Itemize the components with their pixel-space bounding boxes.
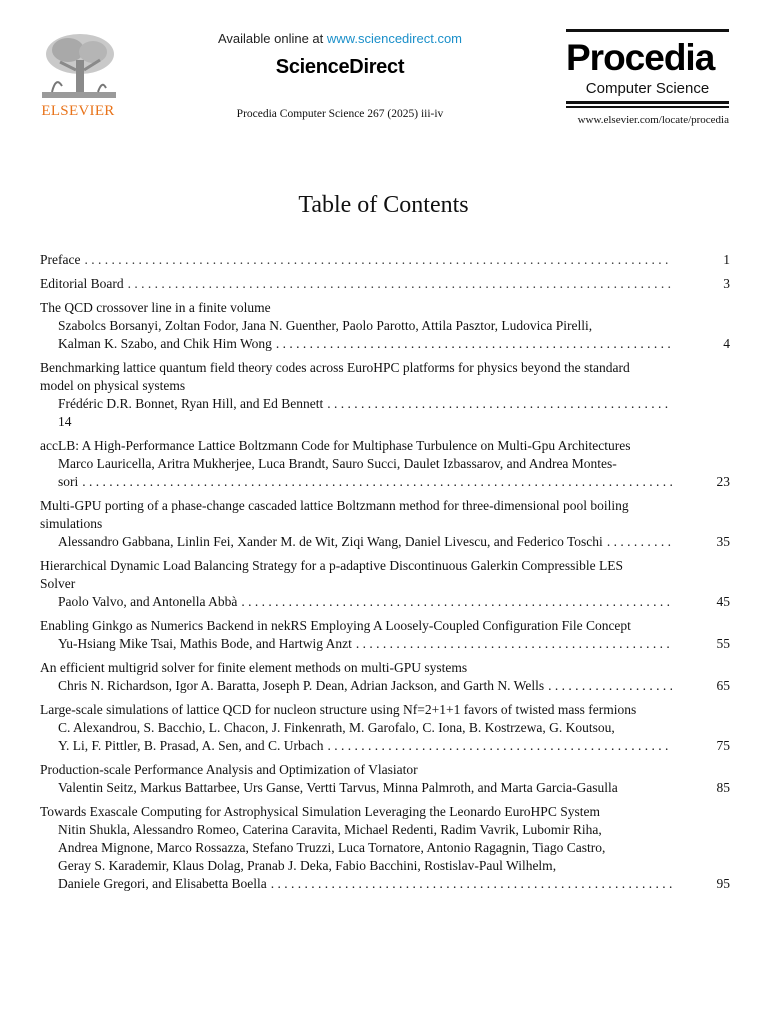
entry-authors (40, 821, 730, 893)
entry-authors (40, 779, 730, 797)
entry-page: 4 (723, 336, 730, 351)
author-line: Chris N. Richardson, Igor A. Baratta, Joseph P. Dean, Adrian Jackson, and Garth N. Wells (58, 678, 545, 693)
page-header (0, 0, 767, 150)
available-prefix: Available online at (217, 31, 324, 46)
entry-page: 55 (716, 636, 730, 651)
entry-title[interactable]: An efficient multigrid solver for finite element methods on multi-GPU systems (40, 660, 468, 675)
author-line: Nitin Shukla, Alessandro Romeo, Caterina Caravita, Michael Redenti, Radim Vavrik, Lubomir Riha, (58, 822, 602, 837)
toc-entry[interactable] (40, 497, 730, 551)
entry-authors (40, 677, 730, 695)
procedia-masthead (566, 29, 729, 126)
author-line: Valentin Seitz, Markus Battarbee, Urs Ganse, Vertti Tarvus, Minna Palmroth, and Marta Garcia-Gasulla (58, 780, 618, 795)
author-line: Szabolcs Borsanyi, Zoltan Fodor, Jana N. Guenther, Paolo Parotto, Attila Pasztor, Ludovica Pirelli, (58, 318, 593, 333)
toc-entry[interactable] (40, 299, 730, 353)
toc-heading: Table of Contents (298, 192, 469, 218)
entry-title[interactable]: Towards Exascale Computing for Astrophysical Simulation Leveraging the Leonardo EuroHPC System (40, 804, 600, 819)
entry-page: 3 (723, 276, 730, 291)
toc-entry[interactable] (40, 617, 730, 653)
toc-entry[interactable] (40, 557, 730, 611)
entry-title[interactable]: Production-scale Performance Analysis and Optimization of Vlasiator (40, 762, 418, 777)
bottom-rule (566, 101, 729, 104)
entry-page: 23 (716, 474, 730, 489)
sciencedirect-logo-text: ScienceDirect (275, 56, 405, 78)
entry-page: 35 (716, 534, 730, 549)
entry-authors (40, 635, 730, 653)
bottom-rule-thin (566, 106, 729, 108)
author-line: sori (58, 474, 79, 489)
entry-page: 85 (716, 780, 730, 795)
entry-page: 14 (58, 414, 72, 429)
author-line: Y. Li, F. Pittler, B. Prasad, A. Sen, and C. Urbach (58, 738, 324, 753)
author-line: Kalman K. Szabo, and Chik Him Wong (58, 336, 272, 351)
publisher-name: ELSEVIER (41, 103, 115, 119)
entry-authors (40, 593, 730, 611)
author-line: Frédéric D.R. Bonnet, Ryan Hill, and Ed Bennett (58, 396, 324, 411)
entry-authors (40, 395, 730, 431)
author-line: Geray S. Karademir, Klaus Dolag, Pranab J. Deka, Fabio Bacchini, Rostislav-Paul Wilhelm, (58, 858, 557, 873)
procedia-url[interactable]: www.elsevier.com/locate/procedia (577, 113, 729, 126)
entry-title[interactable]: Enabling Ginkgo as Numerics Backend in nekRS Employing A Loosely-Coupled Configuration File Concept (40, 618, 631, 633)
entry-authors (40, 533, 730, 551)
entry-title[interactable]: Large-scale simulations of lattice QCD for nucleon structure using Nf=2+1+1 favors of twisted mass fermions (40, 702, 637, 717)
entry-title[interactable]: Multi-GPU porting of a phase-change cascaded lattice Boltzmann method for three-dimensional pool boiling simulations (40, 498, 629, 531)
toc-entry[interactable] (40, 437, 730, 491)
author-line: Yu-Hsiang Mike Tsai, Mathis Bode, and Hartwig Anzt (58, 636, 352, 651)
journal-reference: Procedia Computer Science 267 (2025) iii-iv (236, 108, 444, 120)
top-rule (566, 29, 729, 32)
availability-line (170, 31, 510, 46)
entry-title[interactable]: Hierarchical Dynamic Load Balancing Strategy for a p-adaptive Discontinuous Galerkin Compressible LES Solver (40, 558, 623, 591)
toc-entry[interactable] (40, 251, 730, 269)
toc-entry[interactable] (40, 761, 730, 797)
entry-title[interactable]: Benchmarking lattice quantum field theory codes across EuroHPC platforms for physics beyond the standard model on physical systems (40, 360, 630, 393)
entry-page: 45 (716, 594, 730, 609)
author-line: C. Alexandrou, S. Bacchio, L. Chacon, J. Finkenrath, M. Garofalo, C. Iona, B. Kostrzewa, G. Koutsou, (58, 720, 615, 735)
table-of-contents (40, 251, 730, 899)
author-line: Marco Lauricella, Aritra Mukherjee, Luca Brandt, Sauro Succi, Daulet Izbassarov, and Andrea Montes- (58, 456, 617, 471)
entry-page: 65 (716, 678, 730, 693)
author-line: Paolo Valvo, and Antonella Abbà (58, 594, 238, 609)
entry-title[interactable]: Editorial Board (40, 276, 124, 291)
author-line: Alessandro Gabbana, Linlin Fei, Xander M. de Wit, Ziqi Wang, Daniel Livescu, and Federico Toschi (58, 534, 603, 549)
toc-entry[interactable] (40, 275, 730, 293)
entry-page: 1 (723, 252, 730, 267)
entry-title[interactable]: accLB: A High-Performance Lattice Boltzmann Code for Multiphase Turbulence on Multi-Gpu Architectures (40, 438, 631, 453)
entry-title[interactable]: The QCD crossover line in a finite volume (40, 300, 271, 315)
entry-title[interactable]: Preface (40, 252, 81, 267)
toc-entry[interactable] (40, 803, 730, 893)
entry-authors (40, 455, 730, 491)
entry-page: 95 (716, 876, 730, 891)
toc-entry[interactable] (40, 659, 730, 695)
entry-authors (40, 719, 730, 755)
entry-page: 75 (716, 738, 730, 753)
sciencedirect-link[interactable]: www.sciencedirect.com (326, 31, 463, 46)
procedia-title: Procedia (566, 37, 715, 78)
toc-entry[interactable] (40, 701, 730, 755)
author-line: Daniele Gregori, and Elisabetta Boella (58, 876, 267, 891)
toc-entry[interactable] (40, 359, 730, 431)
entry-authors (40, 317, 730, 353)
procedia-subtitle: Computer Science (585, 80, 710, 97)
author-line: Andrea Mignone, Marco Rossazza, Stefano Truzzi, Luca Tornatore, Antonio Ragagnin, Tiago Castro, (58, 840, 606, 855)
